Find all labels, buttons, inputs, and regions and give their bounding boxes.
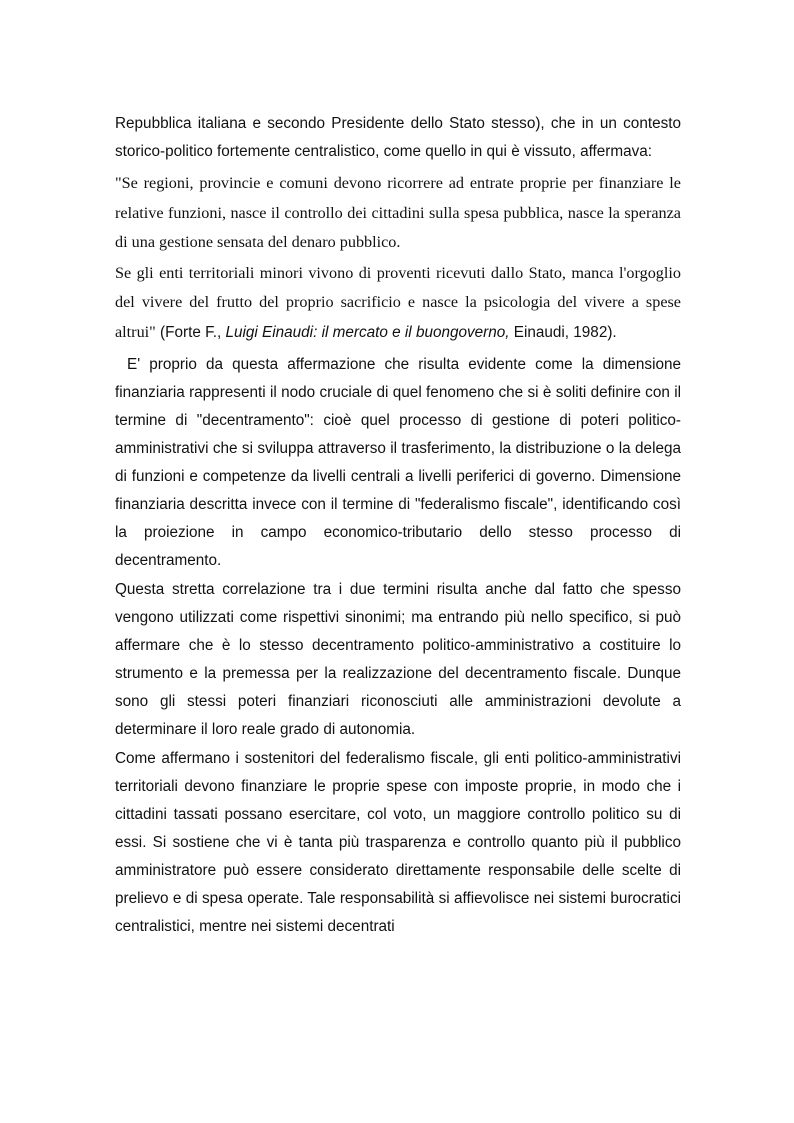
paragraph-correlazione: Questa stretta correlazione tra i due termini risulta anche dal fatto che spesso vengono utilizzati come rispettivi sinonimi; ma entrando più nello specifico, si può affermare che è lo stesso decentramento politico-amministrativo a costituire lo strumento e la premessa per la realizzazione del decentramento fiscale. Dunque sono gli stessi poteri finanziari riconosciuti alle amministrazioni devolute a determinare il loro reale grado di autonomia. xyxy=(115,581,681,738)
paragraph-decentramento: E' proprio da questa affermazione che risulta evidente come la dimensione finanziaria rappresenti il nodo cruciale di quel fenomeno che si è soliti definire con il termine di "decentramento": cioè quel processo di gestione di poteri politico-amministrativi che si sviluppa attraverso il trasferimento, la distribuzione o la delega di funzioni e competenze da livelli centrali a livelli periferici di governo. Dimensione finanziaria descritta invece con il termine di "federalismo fiscale", identificando così la proiezione in campo economico-tributario dello stesso processo di decentramento. xyxy=(115,356,681,569)
quote-paragraph-1: "Se regioni, provincie e comuni devono ricorrere ad entrate proprie per finanziare le relative funzioni, nasce il controllo dei cittadini sulla spesa pubblica, nasce la speranza di una gestione sensata del denaro pubblico. xyxy=(115,174,681,251)
citation-title: Luigi Einaudi: il mercato e il buongoverno, xyxy=(225,323,510,341)
paragraph-federalismo: Come affermano i sostenitori del federalismo fiscale, gli enti politico-amministrativi territoriali devono finanziare le proprie spese con imposte proprie, in modo che i cittadini tassati possano esercitare, col voto, un maggiore controllo politico su di essi. Si sostiene che vi è tanta più trasparenza e controllo quanto più il pubblico amministratore può essere considerato direttamente responsabile delle scelte di prelievo e di spesa operate. Tale responsabilità si affievolisce nei sistemi burocratici centralistici, mentre nei sistemi decentrati xyxy=(115,750,681,935)
paragraph-intro: Repubblica italiana e secondo Presidente dello Stato stesso), che in un contesto storico-politico fortemente centralistico, come quello in qui è vissuto, affermava: xyxy=(115,115,681,160)
quote-paragraph-2 xyxy=(115,259,681,348)
citation-prefix: (Forte F., xyxy=(155,323,226,341)
quote-text: Se gli enti territoriali minori vivono di proventi ricevuti dallo Stato, manca l'orgoglio del vivere del frutto del proprio sacrificio e nasce la psicologia del vivere a spese altrui" xyxy=(115,263,681,341)
citation-suffix: Einaudi, 1982). xyxy=(509,323,617,341)
document-page xyxy=(115,110,681,941)
